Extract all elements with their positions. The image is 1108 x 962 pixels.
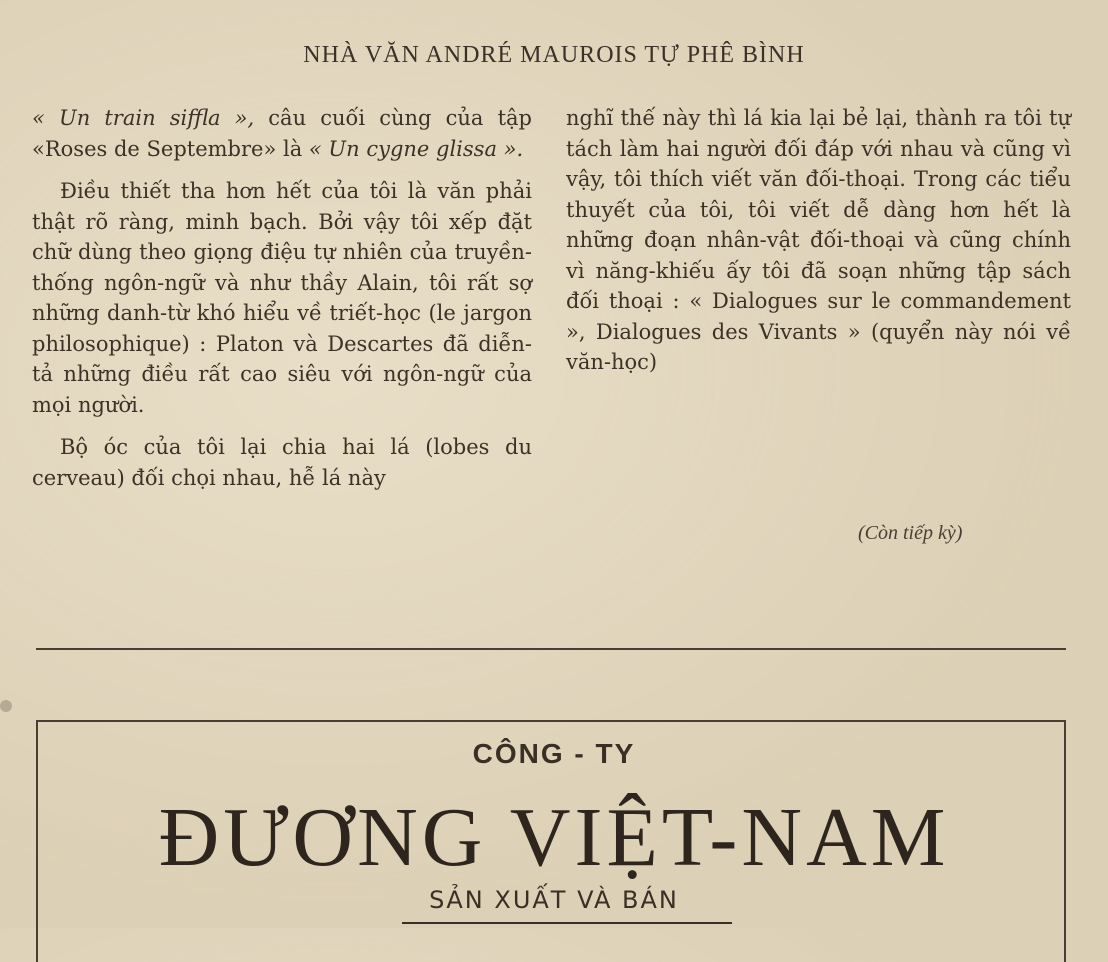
- paper-smudge: [0, 700, 12, 712]
- ad-tagline-underline: [402, 922, 732, 924]
- ad-company-label: CÔNG - TY: [472, 738, 636, 769]
- quote-un-cygne-glissa: « Un cygne glissa ».: [308, 136, 524, 161]
- paragraph-1-text: câu cuối cùng của tập «Roses de Septembre» là: [32, 106, 532, 161]
- ad-tagline: SẢN XUẤT VÀ BÁN: [429, 886, 679, 914]
- section-divider: [36, 648, 1066, 650]
- article-right-column: [566, 103, 1071, 390]
- page-header: NHÀ VĂN ANDRÉ MAUROIS TỰ PHÊ BÌNH: [303, 42, 805, 68]
- ad-company-name: ĐƯƠNG VIỆT-NAM: [158, 791, 950, 884]
- article-left-column: [32, 103, 532, 505]
- paragraph-3: Bộ óc của tôi lại chia hai lá (lobes du cerveau) đối chọi nhau, hễ lá này: [32, 435, 532, 490]
- paragraph-4: nghĩ thế này thì lá kia lại bẻ lại, thành ra tôi tự tách làm hai người đối đáp với nhau và cũng vì vậy, tôi thích viết văn đối-thoại. Trong các tiểu thuyết của tôi, tôi viết dễ dàng hơn hết là những đoạn nhân-vật đối-thoại và cũng chính vì năng-khiếu ấy tôi đã soạn những tập sách đối thoại : « Dialogues sur le commandement », Dialogues des Vivants » (quyển này nói về văn-học): [566, 106, 1071, 374]
- continued-note: (Còn tiếp kỳ): [858, 522, 963, 544]
- paragraph-1: [32, 103, 532, 164]
- paragraph-2: Điều thiết tha hơn hết của tôi là văn phải thật rõ ràng, minh bạch. Bởi vậy tôi xếp đặt chữ dùng theo giọng điệu tự nhiên của truyền-thống ngôn-ngữ và như thầy Alain, tôi rất sợ những danh-từ khó hiểu về triết-học (le jargon philosophique) : Platon và Descartes đã diễn-tả những điều rất cao siêu với ngôn-ngữ của mọi người.: [32, 179, 532, 417]
- quote-un-train-siffla: « Un train siffla »,: [32, 106, 269, 130]
